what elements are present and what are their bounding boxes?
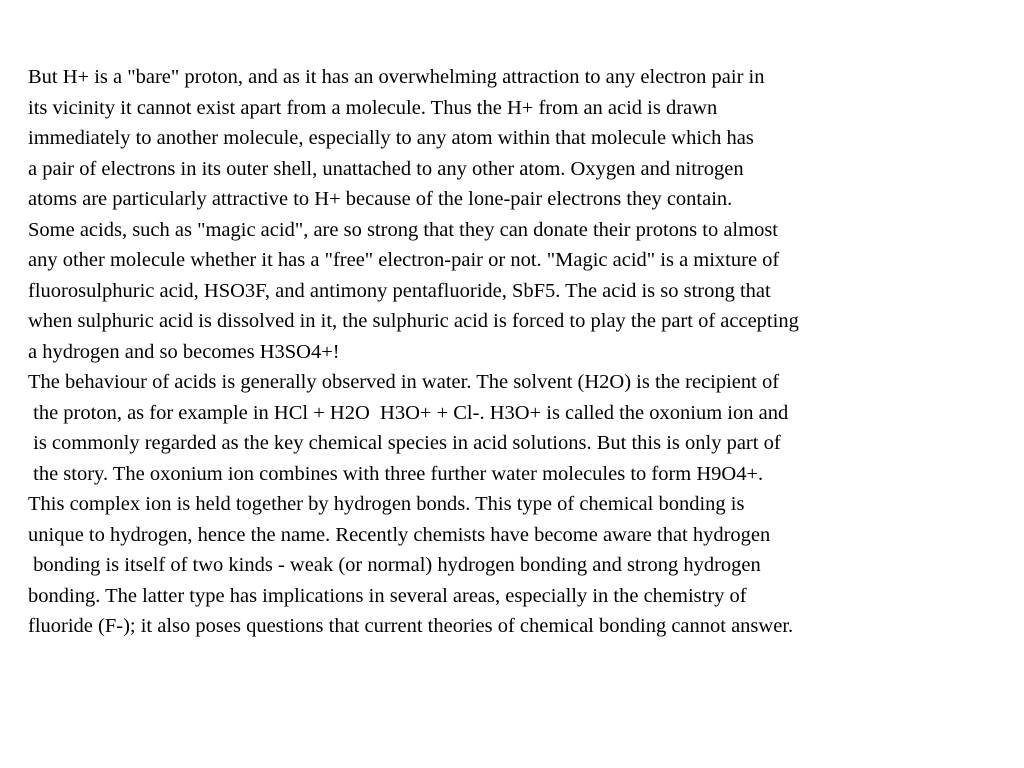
text-line: its vicinity it cannot exist apart from a molecule. Thus the H+ from an acid is drawn xyxy=(28,96,718,119)
text-line: a hydrogen and so becomes H3SO4+! xyxy=(28,340,340,363)
text-line: is commonly regarded as the key chemical species in acid solutions. But this is only part of xyxy=(28,432,781,454)
text-line: atoms are particularly attractive to H+ because of the lone-pair electrons they contain. xyxy=(28,188,733,210)
text-line: bonding is itself of two kinds - weak (or normal) hydrogen bonding and strong hydrogen xyxy=(28,554,761,576)
text-line: The behaviour of acids is generally observed in water. The solvent (H2O) is the recipient of xyxy=(28,371,780,393)
text-line: fluoride (F-); it also poses questions that current theories of chemical bonding cannot answer. xyxy=(28,615,794,637)
text-line: unique to hydrogen, hence the name. Recently chemists have become aware that hydrogen xyxy=(28,523,771,546)
text-line: the story. The oxonium ion combines with three further water molecules to form H9O4+. xyxy=(28,462,764,485)
text-line: bonding. The latter type has implications in several areas, especially in the chemistry of xyxy=(28,584,747,607)
text-line: any other molecule whether it has a "free" electron-pair or not. "Magic acid" is a mixture of xyxy=(28,249,780,271)
text-line: a pair of electrons in its outer shell, unattached to any other atom. Oxygen and nitrogen xyxy=(28,157,744,180)
body-text xyxy=(28,62,799,642)
text-line: But H+ is a "bare" proton, and as it has an overwhelming attraction to any electron pair in xyxy=(28,66,765,88)
text-line: the proton, as for example in HCl + H2O H3O+ + Cl-. H3O+ is called the oxonium ion and xyxy=(28,401,789,424)
text-line: Some acids, such as "magic acid", are so strong that they can donate their protons to almost xyxy=(28,218,778,241)
text-line: fluorosulphuric acid, HSO3F, and antimony pentafluoride, SbF5. The acid is so strong that xyxy=(28,279,771,302)
text-line: immediately to another molecule, especially to any atom within that molecule which has xyxy=(28,127,754,149)
text-line: This complex ion is held together by hydrogen bonds. This type of chemical bonding is xyxy=(28,493,745,515)
text-line: when sulphuric acid is dissolved in it, the sulphuric acid is forced to play the part of accepting xyxy=(28,310,799,332)
